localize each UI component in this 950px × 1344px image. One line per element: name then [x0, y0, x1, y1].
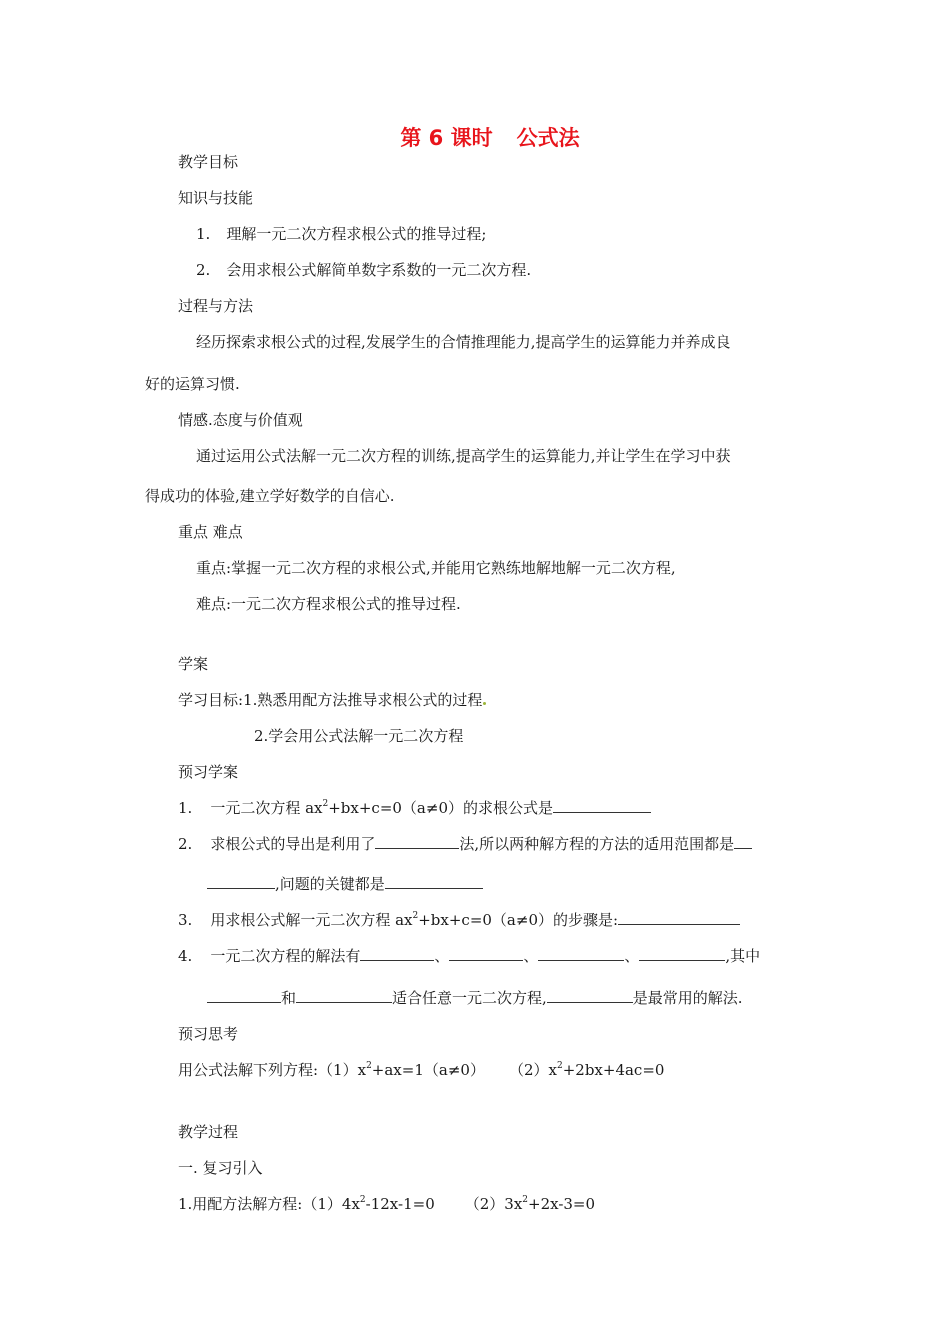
- answer-blank[interactable]: [449, 946, 523, 961]
- key-point-line: 重点:掌握一元二次方程的求根公式,并能用它熟练地解地解一元二次方程,: [196, 559, 676, 577]
- preview-heading: 预习学案: [178, 763, 239, 781]
- preview-question-2-line-2: ,问题的关键都是: [207, 874, 483, 894]
- process-paragraph-line-1: 经历探索求根公式的过程,发展学生的合情推理能力,提高学生的运算能力并养成良: [196, 333, 731, 351]
- preview-question-4-line-1: 4. 一元二次方程的解法有 、 、 、 ,其中: [178, 947, 761, 965]
- answer-blank[interactable]: [360, 946, 434, 961]
- preview-question-1: 1. 一元二次方程 $ax^2+bx+c=0(a\ne 0)$的求根公式是: [178, 798, 651, 818]
- study-goal-line-2: 2.学会用公式法解一元二次方程: [254, 727, 464, 745]
- difficult-point-line: 难点:一元二次方程求根公式的推导过程.: [196, 595, 461, 613]
- think-exercise-line: 用公式法解下列方程$:(1)x^2+ax=1(a\ne 0)$ $(2)x^2+2bx+4ac=0$: [178, 1061, 665, 1079]
- process-paragraph-line-2: 好的运算习惯.: [145, 375, 240, 393]
- knowledge-heading: 知识与技能: [178, 189, 254, 207]
- page-title: [0, 124, 950, 152]
- think-heading: 预习思考: [178, 1025, 239, 1043]
- answer-blank[interactable]: [618, 910, 740, 925]
- preview-question-3: 3. 用求根公式解一元二次方程 $ax^2+bx+c=0(a\ne 0)$的步骤是:: [178, 910, 740, 930]
- review-exercise-line: 1.用配方法解方程$:(1)4x^2-12x-1=0$ $(2)3x^2+2x-3=0$: [178, 1195, 596, 1213]
- knowledge-item-2: 2. 会用求根公式解简单数字系数的一元二次方程.: [196, 261, 532, 279]
- knowledge-item-1: 1. 理解一元二次方程求根公式的推导过程;: [196, 225, 487, 243]
- answer-blank[interactable]: [296, 988, 392, 1003]
- answer-blank[interactable]: [553, 798, 651, 813]
- answer-blank[interactable]: [207, 988, 281, 1003]
- review-heading: 一. 复习引入: [178, 1159, 263, 1177]
- teaching-heading: 教学过程: [178, 1123, 239, 1141]
- answer-blank[interactable]: [639, 946, 725, 961]
- goals-heading: 教学目标: [178, 153, 239, 171]
- answer-blank[interactable]: [207, 874, 275, 889]
- emotion-paragraph-line-1: 通过运用公式法解一元二次方程的训练,提高学生的运算能力,并让学生在学习中获: [196, 447, 731, 465]
- emotion-paragraph-line-2: 得成功的体验,建立学好数学的自信心.: [145, 487, 395, 505]
- title-topic: 公式法: [516, 126, 580, 150]
- answer-blank[interactable]: [385, 874, 483, 889]
- preview-question-4-line-2: 和 适合任意一元二次方程, 是最常用的解法.: [207, 988, 743, 1008]
- emotion-heading: 情感.态度与价值观: [178, 411, 303, 429]
- answer-blank[interactable]: [547, 988, 633, 1003]
- answer-blank[interactable]: [538, 946, 624, 961]
- process-heading: 过程与方法: [178, 297, 254, 315]
- keypoints-heading: 重点 难点: [178, 523, 243, 541]
- ink-dot: [483, 702, 486, 705]
- answer-blank[interactable]: [375, 834, 459, 849]
- title-lesson-number: 第 6 课时: [400, 126, 493, 150]
- study-plan-heading: 学案: [178, 655, 209, 673]
- answer-blank[interactable]: [734, 834, 752, 849]
- preview-question-2-line-1: 2. 求根公式的导出是利用了 法,所以两种解方程的方法的适用范围都是: [178, 834, 752, 854]
- study-goal-line-1: 学习目标:1.熟悉用配方法推导求根公式的过程: [178, 690, 486, 710]
